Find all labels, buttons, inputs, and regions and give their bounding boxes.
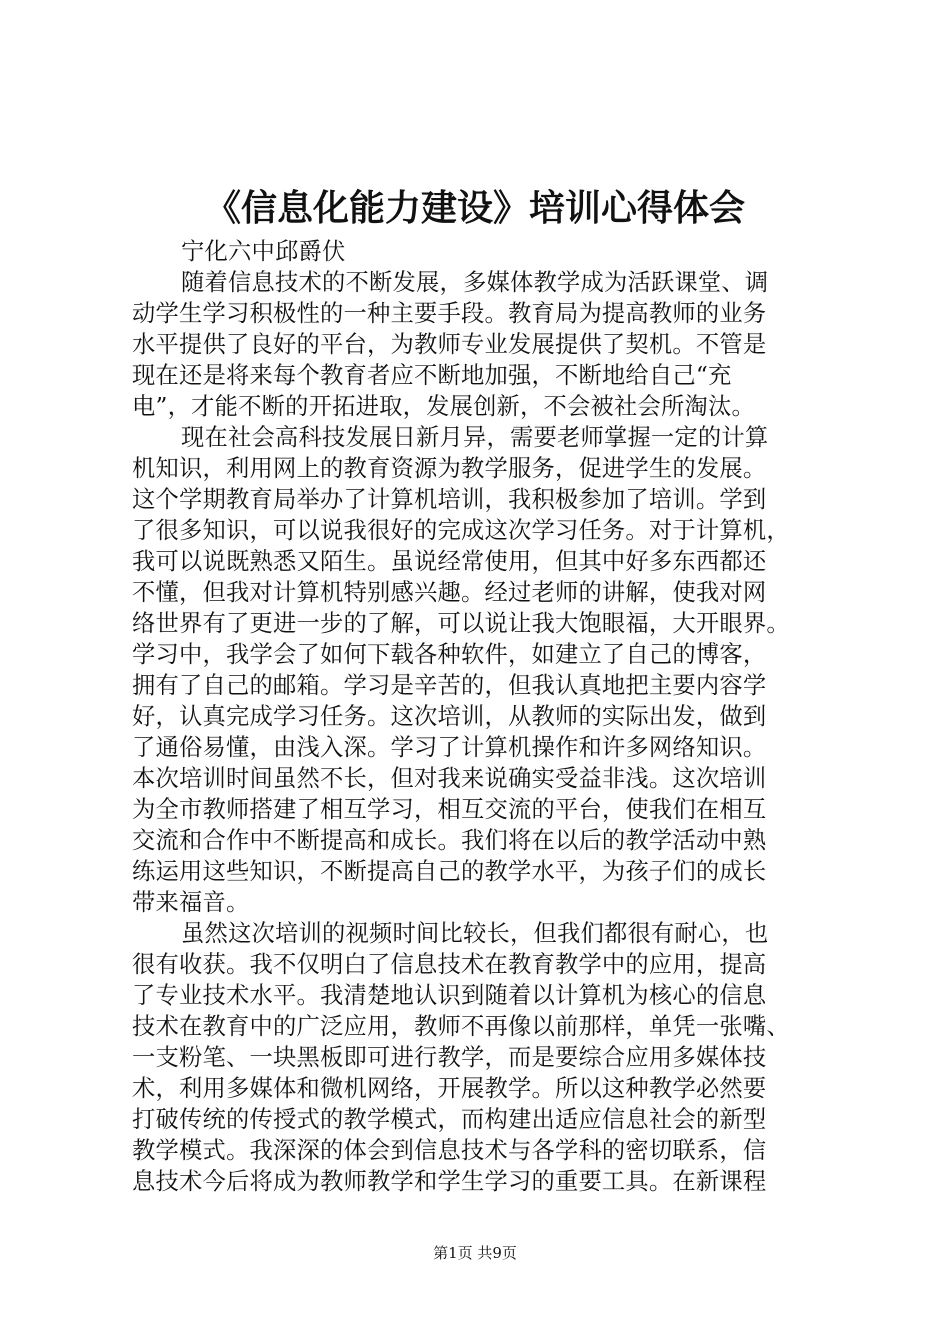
paragraph-2-line-6: 不懂，但我对计算机特别感兴趣。经过老师的讲解，使我对网 — [132, 579, 767, 606]
paragraph-3-line-4: 技术在教育中的广泛应用，教师不再像以前那样，单凭一张嘴、 — [132, 1013, 790, 1040]
paragraph-2-line-14: 交流和合作中不断提高和成长。我们将在以后的教学活动中熟 — [132, 827, 767, 854]
paragraph-2-line-12: 本次培训时间虽然不长，但对我来说确实受益非浅。这次培训 — [132, 765, 767, 792]
paragraph-3-line-6: 术，利用多媒体和微机网络，开展教学。所以这种教学必然要 — [132, 1075, 767, 1102]
paragraph-2-line-15: 练运用这些知识，不断提高自己的教学水平，为孩子们的成长 — [132, 858, 767, 885]
paragraph-3-line-3: 了专业技术水平。我清楚地认识到随着以计算机为核心的信息 — [132, 982, 767, 1009]
paragraph-2-line-10: 好，认真完成学习任务。这次培训，从教师的实际出发，做到 — [132, 703, 767, 730]
paragraph-2-line-13: 为全市教师搭建了相互学习，相互交流的平台，使我们在相互 — [132, 796, 767, 823]
paragraph-3-line-1: 虽然这次培训的视频时间比较长，但我们都很有耐心，也 — [181, 920, 769, 947]
page-footer: 第1页 共9页 — [433, 1244, 517, 1262]
document-body — [132, 236, 832, 1197]
paragraph-3-line-5: 一支粉笔、一块黑板即可进行教学，而是要综合应用多媒体技 — [132, 1044, 767, 1071]
paragraph-2-line-5: 我可以说既熟悉又陌生。虽说经常使用，但其中好多东西都还 — [132, 548, 767, 575]
paragraph-2-line-16: 带来福音。 — [132, 889, 250, 916]
paragraph-1-line-4: 现在还是将来每个教育者应不断地加强，不断地给自己“充 — [132, 362, 732, 389]
paragraph-2-line-4: 了很多知识，可以说我很好的完成这次学习任务。对于计算机， — [132, 517, 790, 544]
paragraph-2-line-11: 了通俗易懂，由浅入深。学习了计算机操作和许多网络知识。 — [132, 734, 767, 761]
paragraph-2-line-3: 这个学期教育局举办了计算机培训，我积极参加了培训。学到 — [132, 486, 767, 513]
paragraph-3-line-7: 打破传统的传授式的教学模式，而构建出适应信息社会的新型 — [132, 1106, 767, 1133]
paragraph-3-line-9: 息技术今后将成为教师教学和学生学习的重要工具。在新课程 — [132, 1168, 767, 1195]
author-line: 宁化六中邱爵伏 — [181, 238, 346, 265]
paragraph-1-line-1: 随着信息技术的不断发展，多媒体教学成为活跃课堂、调 — [181, 269, 769, 296]
paragraph-2-line-1: 现在社会高科技发展日新月异，需要老师掌握一定的计算 — [181, 424, 769, 451]
paragraph-1-line-5: 电”，才能不断的开拓进取，发展创新，不会被社会所淘汰。 — [132, 393, 756, 420]
paragraph-1-line-2: 动学生学习积极性的一种主要手段。教育局为提高教师的业务 — [132, 300, 767, 327]
document-title: 《信息化能力建设》培训心得体会 — [204, 188, 745, 229]
paragraph-3-line-2: 很有收获。我不仅明白了信息技术在教育教学中的应用，提高 — [132, 951, 767, 978]
paragraph-2-line-2: 机知识，利用网上的教育资源为教学服务，促进学生的发展。 — [132, 455, 767, 482]
paragraph-2-line-9: 拥有了自己的邮箱。学习是辛苦的，但我认真地把主要内容学 — [132, 672, 767, 699]
paragraph-2-line-7: 络世界有了更进一步的了解，可以说让我大饱眼福，大开眼界。 — [132, 610, 790, 637]
paragraph-1-line-3: 水平提供了良好的平台，为教师专业发展提供了契机。不管是 — [132, 331, 767, 358]
paragraph-2-line-8: 学习中，我学会了如何下载各种软件，如建立了自己的博客， — [132, 641, 767, 668]
paragraph-3-line-8: 教学模式。我深深的体会到信息技术与各学科的密切联系，信 — [132, 1137, 767, 1164]
